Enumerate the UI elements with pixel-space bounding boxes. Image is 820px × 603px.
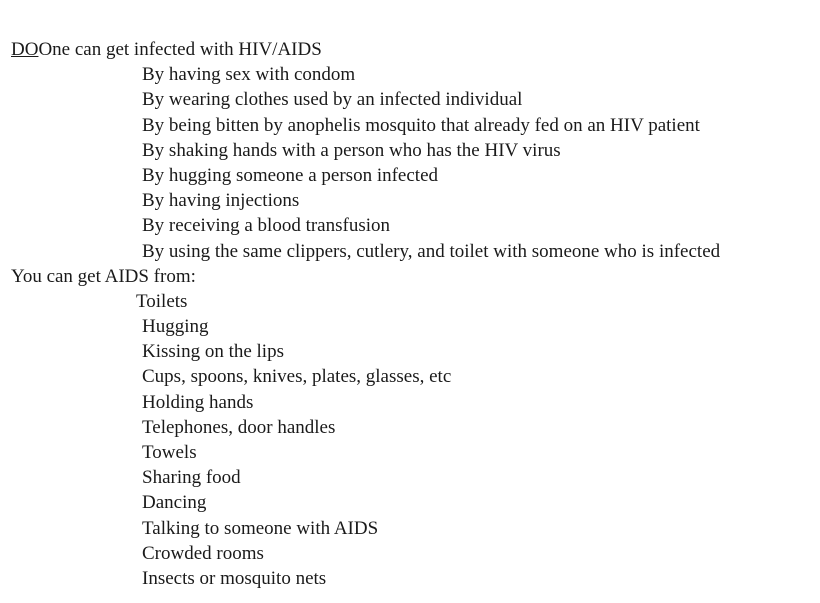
list-item: Crowded rooms: [142, 542, 264, 564]
list-item: Hugging: [142, 316, 209, 338]
list-item: Cups, spoons, knives, plates, glasses, etc: [142, 366, 452, 388]
list-item: Telephones, door handles: [142, 416, 336, 438]
list-item: By receiving a blood transfusion: [142, 215, 391, 237]
list-item: Dancing: [142, 492, 207, 514]
list-item: Towels: [142, 442, 197, 463]
list-item: By having sex with condom: [142, 64, 356, 86]
list-item: By hugging someone a person infected: [142, 164, 439, 186]
section1-heading: [0, 37, 820, 62]
document-body: [0, 37, 820, 591]
list-item: Kissing on the lips: [142, 341, 284, 363]
list-item: Holding hands: [142, 391, 254, 413]
list-item: Toilets: [136, 290, 188, 312]
list-item: By having injections: [142, 190, 300, 212]
list-item: Sharing food: [142, 467, 241, 489]
list-item: By using the same clippers, cutlery, and toilet with someone who is infected: [142, 240, 721, 262]
list-item: By shaking hands with a person who has the HIV virus: [142, 139, 561, 161]
section1-prefix: DO: [11, 39, 39, 60]
section2-heading: You can get AIDS from:: [11, 265, 196, 287]
list-item: Talking to someone with AIDS: [142, 517, 379, 539]
section1-heading-text: One can get infected with HIV/AIDS: [38, 39, 322, 60]
list-item: By being bitten by anophelis mosquito that already fed on an HIV patient: [142, 114, 700, 136]
list-item: By wearing clothes used by an infected individual: [142, 89, 523, 111]
list-item: Insects or mosquito nets: [142, 567, 327, 589]
